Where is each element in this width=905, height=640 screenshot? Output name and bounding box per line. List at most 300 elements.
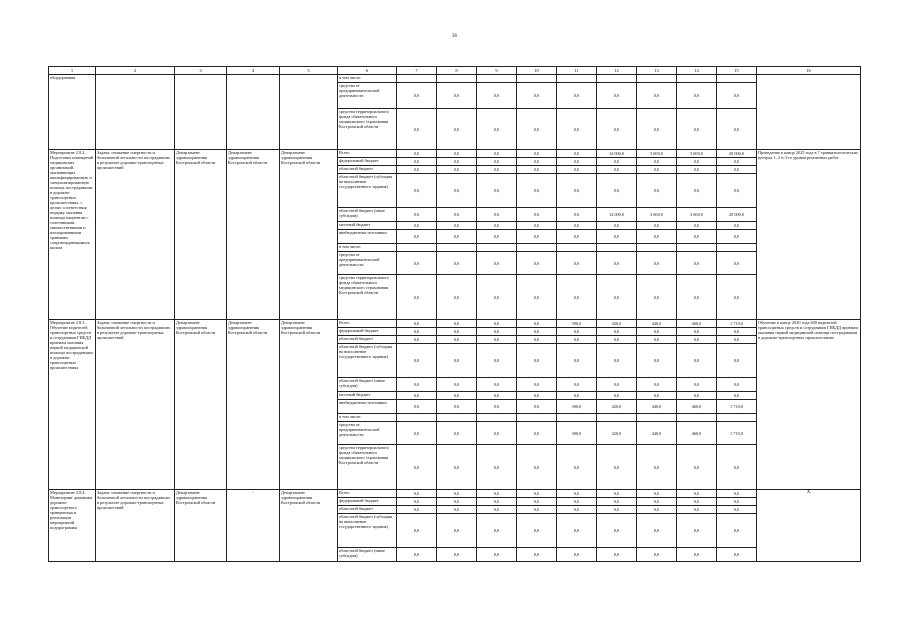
amount-cell: 0,0	[397, 166, 437, 174]
amount-cell: 0,0	[437, 174, 477, 208]
amount-cell: 0,0	[437, 490, 477, 498]
amount-cell: 0,0	[517, 109, 557, 150]
amount-cell: 0,0	[677, 166, 717, 174]
amount-cell: 0,0	[477, 445, 517, 490]
responsible-cell: Департамент здравоохранения Костромской области	[175, 150, 227, 320]
customer-cell	[280, 75, 338, 150]
amount-cell: 0,0	[397, 320, 437, 328]
amount-cell: 0,0	[717, 392, 757, 400]
funding-source-label: федеральный бюджет	[338, 328, 397, 336]
amount-cell: 0,0	[557, 328, 597, 336]
amount-cell: 0,0	[557, 208, 597, 222]
amount-cell	[517, 414, 557, 422]
task-cell: Задача: снижение смертности и больничной летальности пострадавших в результате дорожно-транспортных происшествий	[96, 150, 175, 320]
amount-cell: 0,0	[477, 275, 517, 320]
amount-cell: 0,0	[477, 158, 517, 166]
funding-source-label: областной бюджет (субсидия на выполнение государственного задания)	[338, 344, 397, 378]
responsible-cell	[175, 75, 227, 150]
task-cell	[96, 75, 175, 150]
amount-cell: 0,0	[717, 336, 757, 344]
amount-cell: 0,0	[677, 506, 717, 514]
amount-cell: 3 000,0	[677, 150, 717, 158]
amount-cell: 0,0	[437, 422, 477, 445]
amount-cell	[677, 244, 717, 252]
amount-cell: 0,0	[437, 83, 477, 109]
amount-cell: 0,0	[717, 344, 757, 378]
column-header: 5	[280, 67, 338, 75]
amount-cell: 0,0	[717, 174, 757, 208]
amount-cell: 0,0	[557, 498, 597, 506]
amount-cell: 0,0	[597, 548, 637, 562]
amount-cell: 0,0	[517, 490, 557, 498]
amount-cell: 0,0	[477, 514, 517, 548]
amount-cell: 0,0	[637, 506, 677, 514]
amount-cell: 0,0	[677, 252, 717, 275]
amount-cell: 0,0	[597, 252, 637, 275]
amount-cell: 0,0	[517, 328, 557, 336]
expected-result-cell	[757, 75, 861, 150]
funding-source-label: средства территориального фонда обязательного медицинского страхования Костромской области	[338, 275, 397, 320]
amount-cell: 0,0	[717, 166, 757, 174]
coexecutor-cell: Департамент здравоохранения Костромской области	[227, 150, 280, 320]
amount-cell: 0,0	[557, 230, 597, 244]
amount-cell	[437, 75, 477, 83]
amount-cell: 0,0	[517, 208, 557, 222]
coexecutor-cell	[227, 75, 280, 150]
amount-cell: 0,0	[397, 344, 437, 378]
amount-cell	[677, 75, 717, 83]
amount-cell: 0,0	[717, 252, 757, 275]
amount-cell: 0,0	[397, 208, 437, 222]
amount-cell	[597, 414, 637, 422]
expected-result-cell: Обучение к концу 2020 года 600 водителей транспортных средств и сотрудников ГИБДД приемам оказания первой медицинской помощи пострадавшим в дорожно-транспортных происшествиях	[757, 320, 861, 490]
amount-cell: 0,0	[597, 506, 637, 514]
amount-cell: 14 000,0	[597, 150, 637, 158]
amount-cell: 14 000,0	[597, 208, 637, 222]
amount-cell: 0,0	[517, 378, 557, 392]
amount-cell: 1 710,0	[717, 320, 757, 328]
amount-cell	[557, 414, 597, 422]
amount-cell: 0,0	[517, 498, 557, 506]
activity-name: оборудования	[49, 75, 96, 150]
amount-cell: 0,0	[677, 548, 717, 562]
amount-cell: 0,0	[397, 378, 437, 392]
amount-cell	[597, 75, 637, 83]
amount-cell: 0,0	[717, 378, 757, 392]
amount-cell: 0,0	[517, 506, 557, 514]
amount-cell: 0,0	[397, 109, 437, 150]
amount-cell: 0,0	[437, 320, 477, 328]
column-header: 1	[49, 67, 96, 75]
amount-cell: 0,0	[477, 506, 517, 514]
amount-cell: 0,0	[597, 344, 637, 378]
expected-result-cell: Проведение к концу 2025 года в 7 травматологических центрах 1, 2 и 3-го уровня ремонтных работ	[757, 150, 861, 320]
funding-source-label: областной бюджет (иные субсидии)	[338, 548, 397, 562]
amount-cell: 0,0	[477, 320, 517, 328]
amount-cell: 0,0	[677, 336, 717, 344]
activity-name: Мероприятие 2.8.2. Подготовка помещений медицинских организаций, оказывающих квалифицированную и специализированную помощь пострадавшим в дорожно-транспортных происшествиях, с целью соответствия порядку оказания помощи пациентам с сочетанными, множественными и изолированными травмами, сопровождающимися шоком	[49, 150, 96, 320]
amount-cell: 0,0	[637, 498, 677, 506]
amount-cell: 0,0	[477, 166, 517, 174]
amount-cell: 0,0	[557, 490, 597, 498]
amount-cell: 420,0	[597, 400, 637, 414]
column-header: 4	[227, 67, 280, 75]
customer-cell: Департамент здравоохранения Костромской области	[280, 320, 338, 490]
amount-cell: 0,0	[517, 548, 557, 562]
header-row	[49, 67, 861, 75]
amount-cell: 0,0	[397, 400, 437, 414]
amount-cell: 0,0	[477, 150, 517, 158]
amount-cell: 0,0	[557, 174, 597, 208]
amount-cell: 0,0	[677, 445, 717, 490]
amount-cell: 0,0	[677, 328, 717, 336]
funding-source-label: федеральный бюджет	[338, 158, 397, 166]
amount-cell: 0,0	[477, 392, 517, 400]
amount-cell: 0,0	[557, 275, 597, 320]
funding-source-label: средства от предпринимательской деятельности	[338, 83, 397, 109]
amount-cell: 0,0	[677, 230, 717, 244]
amount-cell: 0,0	[437, 275, 477, 320]
amount-cell: 0,0	[717, 548, 757, 562]
column-header: 10	[517, 67, 557, 75]
amount-cell: 0,0	[637, 378, 677, 392]
amount-cell: 0,0	[557, 83, 597, 109]
amount-cell: 0,0	[677, 344, 717, 378]
amount-cell: 390,0	[557, 422, 597, 445]
funding-source-label: в том числе:	[338, 244, 397, 252]
amount-cell: 0,0	[677, 498, 717, 506]
amount-cell: 0,0	[477, 208, 517, 222]
amount-cell: 0,0	[397, 498, 437, 506]
amount-cell: 0,0	[397, 83, 437, 109]
amount-cell: 0,0	[437, 548, 477, 562]
amount-cell: 0,0	[597, 222, 637, 230]
funding-source-label: внебюджетные источники	[338, 400, 397, 414]
amount-cell: 0,0	[397, 174, 437, 208]
amount-cell: 0,0	[557, 109, 597, 150]
amount-cell: 0,0	[637, 392, 677, 400]
amount-cell: 0,0	[557, 378, 597, 392]
amount-cell: 390,0	[557, 400, 597, 414]
column-header: 3	[175, 67, 227, 75]
column-header: 8	[437, 67, 477, 75]
amount-cell: 0,0	[557, 548, 597, 562]
amount-cell: 0,0	[397, 328, 437, 336]
coexecutor-cell: Департамент здравоохранения Костромской области	[227, 320, 280, 490]
funding-source-label: Всего	[338, 490, 397, 498]
amount-cell: 0,0	[597, 514, 637, 548]
amount-cell	[397, 244, 437, 252]
amount-cell: 0,0	[637, 158, 677, 166]
column-header: 14	[677, 67, 717, 75]
amount-cell	[717, 414, 757, 422]
amount-cell	[677, 414, 717, 422]
coexecutor-cell: -	[227, 490, 280, 562]
amount-cell: 460,0	[677, 320, 717, 328]
responsible-cell: Департамент здравоохранения Костромской области	[175, 490, 227, 562]
amount-cell: 0,0	[677, 514, 717, 548]
amount-cell: 0,0	[677, 83, 717, 109]
column-header: 6	[338, 67, 397, 75]
amount-cell	[517, 244, 557, 252]
amount-cell: 0,0	[637, 222, 677, 230]
amount-cell: 0,0	[477, 422, 517, 445]
amount-cell: 0,0	[517, 445, 557, 490]
amount-cell: 0,0	[437, 392, 477, 400]
amount-cell: 0,0	[637, 344, 677, 378]
amount-cell: 0,0	[677, 490, 717, 498]
column-header: 15	[717, 67, 757, 75]
funding-source-label: федеральный бюджет	[338, 498, 397, 506]
amount-cell: 0,0	[717, 514, 757, 548]
amount-cell: 0,0	[677, 158, 717, 166]
amount-cell	[557, 244, 597, 252]
amount-cell: 0,0	[637, 490, 677, 498]
amount-cell: 0,0	[397, 158, 437, 166]
amount-cell	[637, 244, 677, 252]
amount-cell: 0,0	[677, 392, 717, 400]
amount-cell: 0,0	[637, 174, 677, 208]
funding-source-label: областной бюджет (субсидия на выполнение государственного задания)	[338, 174, 397, 208]
amount-cell: 0,0	[717, 158, 757, 166]
funding-source-label: областной бюджет	[338, 506, 397, 514]
amount-cell: 3 000,0	[677, 208, 717, 222]
amount-cell	[717, 75, 757, 83]
amount-cell: 0,0	[397, 275, 437, 320]
amount-cell: 0,0	[557, 166, 597, 174]
funding-source-label: Всего	[338, 150, 397, 158]
amount-cell: 0,0	[397, 252, 437, 275]
amount-cell: 0,0	[597, 445, 637, 490]
amount-cell: 0,0	[397, 392, 437, 400]
column-header: 13	[637, 67, 677, 75]
amount-cell: 0,0	[637, 275, 677, 320]
amount-cell: 0,0	[637, 336, 677, 344]
funding-source-label: областной бюджет	[338, 166, 397, 174]
amount-cell: 0,0	[597, 83, 637, 109]
amount-cell: 0,0	[477, 336, 517, 344]
amount-cell: 0,0	[677, 109, 717, 150]
amount-cell: 0,0	[597, 392, 637, 400]
amount-cell: 0,0	[597, 498, 637, 506]
amount-cell: 0,0	[677, 174, 717, 208]
amount-cell: 0,0	[517, 344, 557, 378]
amount-cell: 0,0	[517, 174, 557, 208]
amount-cell	[557, 75, 597, 83]
amount-cell: 440,0	[637, 422, 677, 445]
amount-cell: 0,0	[477, 490, 517, 498]
amount-cell: 0,0	[597, 158, 637, 166]
column-header: 2	[96, 67, 175, 75]
amount-cell: 0,0	[517, 158, 557, 166]
amount-cell: 0,0	[517, 222, 557, 230]
amount-cell: 0,0	[437, 328, 477, 336]
customer-cell: Департамент здравоохранения Костромской области	[280, 490, 338, 562]
table-row	[49, 320, 861, 328]
activity-name: Мероприятие 2.8.4. Мониторинг динамики дорожно-транспортного травматизма и реализации мероприятий подпрограммы	[49, 490, 96, 562]
amount-cell: 0,0	[637, 166, 677, 174]
amount-cell: 0,0	[717, 328, 757, 336]
amount-cell: 0,0	[517, 400, 557, 414]
task-cell: Задача: снижение смертности и больничной летальности пострадавших в результате дорожно-транспортных происшествий	[96, 490, 175, 562]
funding-source-label: областной бюджет (субсидия на выполнение государственного задания)	[338, 514, 397, 548]
amount-cell: 0,0	[517, 150, 557, 158]
amount-cell: 0,0	[637, 548, 677, 562]
column-header: 7	[397, 67, 437, 75]
amount-cell	[397, 414, 437, 422]
amount-cell: 0,0	[437, 498, 477, 506]
amount-cell: 440,0	[637, 400, 677, 414]
amount-cell: 0,0	[557, 392, 597, 400]
amount-cell: 0,0	[717, 230, 757, 244]
amount-cell: 0,0	[597, 275, 637, 320]
amount-cell: 0,0	[597, 490, 637, 498]
amount-cell: 0,0	[517, 514, 557, 548]
amount-cell: 0,0	[637, 514, 677, 548]
responsible-cell: Департамент здравоохранения Костромской области	[175, 320, 227, 490]
amount-cell: 0,0	[637, 445, 677, 490]
amount-cell: 20 000,0	[717, 208, 757, 222]
amount-cell: 20 000,0	[717, 150, 757, 158]
amount-cell: 0,0	[677, 222, 717, 230]
amount-cell	[477, 244, 517, 252]
amount-cell: 0,0	[517, 83, 557, 109]
amount-cell: 0,0	[437, 230, 477, 244]
amount-cell: 0,0	[477, 252, 517, 275]
table-row	[49, 75, 861, 83]
amount-cell: 0,0	[397, 336, 437, 344]
amount-cell: 0,0	[517, 422, 557, 445]
funding-source-label: средства территориального фонда обязательного медицинского страхования Костромской области	[338, 109, 397, 150]
amount-cell: 0,0	[437, 166, 477, 174]
amount-cell: 0,0	[597, 109, 637, 150]
amount-cell: 0,0	[637, 83, 677, 109]
funding-source-label: средства территориального фонда обязательного медицинского страхования Костромской области	[338, 445, 397, 490]
amount-cell: 0,0	[717, 83, 757, 109]
amount-cell: 0,0	[517, 230, 557, 244]
amount-cell	[477, 75, 517, 83]
amount-cell: 0,0	[477, 109, 517, 150]
amount-cell: 0,0	[517, 275, 557, 320]
column-header: 16	[757, 67, 861, 75]
amount-cell	[517, 75, 557, 83]
amount-cell: 3 000,0	[637, 150, 677, 158]
amount-cell: 0,0	[557, 150, 597, 158]
amount-cell: 0,0	[397, 445, 437, 490]
amount-cell: 3 000,0	[637, 208, 677, 222]
amount-cell: 0,0	[437, 222, 477, 230]
amount-cell: 390,0	[557, 320, 597, 328]
table-row	[49, 150, 861, 158]
amount-cell: 0,0	[517, 166, 557, 174]
amount-cell: 0,0	[517, 336, 557, 344]
amount-cell: 0,0	[717, 498, 757, 506]
amount-cell: 0,0	[437, 109, 477, 150]
amount-cell	[437, 244, 477, 252]
amount-cell: 0,0	[597, 166, 637, 174]
amount-cell: 0,0	[477, 378, 517, 392]
amount-cell: 0,0	[477, 328, 517, 336]
activity-name: Мероприятие 2.8.3. Обучение водителей транспортных средств и сотрудников ГИБДД приемам оказания первой медицинской помощи пострадавшим в дорожно-транспортных происшествиях	[49, 320, 96, 490]
amount-cell: 1 710,0	[717, 400, 757, 414]
amount-cell: 0,0	[397, 506, 437, 514]
amount-cell: 420,0	[597, 422, 637, 445]
amount-cell: 460,0	[677, 400, 717, 414]
budget-table	[48, 66, 861, 562]
amount-cell: 0,0	[557, 336, 597, 344]
amount-cell: 420,0	[597, 320, 637, 328]
amount-cell	[477, 414, 517, 422]
amount-cell: 0,0	[437, 336, 477, 344]
amount-cell: 0,0	[637, 252, 677, 275]
amount-cell	[637, 75, 677, 83]
customer-cell: Департамент здравоохранения Костромской области	[280, 150, 338, 320]
amount-cell: 0,0	[397, 548, 437, 562]
amount-cell: 0,0	[557, 252, 597, 275]
amount-cell: 0,0	[717, 275, 757, 320]
table-body	[49, 67, 861, 562]
amount-cell: 0,0	[717, 222, 757, 230]
task-cell: Задача: снижение смертности и больничной летальности пострадавших в результате дорожно-транспортных происшествий	[96, 320, 175, 490]
amount-cell: 0,0	[557, 222, 597, 230]
amount-cell: 0,0	[397, 514, 437, 548]
funding-source-label: в том числе:	[338, 75, 397, 83]
amount-cell: 0,0	[557, 514, 597, 548]
amount-cell: 0,0	[397, 230, 437, 244]
amount-cell: 0,0	[557, 158, 597, 166]
amount-cell	[397, 75, 437, 83]
amount-cell: 0,0	[557, 445, 597, 490]
amount-cell: 0,0	[397, 422, 437, 445]
amount-cell: 0,0	[477, 222, 517, 230]
funding-source-label: внебюджетные источники	[338, 230, 397, 244]
amount-cell: 0,0	[517, 252, 557, 275]
amount-cell: 0,0	[597, 328, 637, 336]
amount-cell: 0,0	[677, 275, 717, 320]
amount-cell: 0,0	[637, 230, 677, 244]
amount-cell: 0,0	[637, 328, 677, 336]
amount-cell	[637, 414, 677, 422]
amount-cell: 0,0	[477, 344, 517, 378]
funding-source-label: областной бюджет (иные субсидии)	[338, 208, 397, 222]
funding-source-label: средства от предпринимательской деятельности	[338, 422, 397, 445]
amount-cell: 0,0	[397, 150, 437, 158]
amount-cell: 0,0	[717, 109, 757, 150]
amount-cell: 0,0	[437, 150, 477, 158]
amount-cell: 0,0	[597, 378, 637, 392]
amount-cell: 0,0	[397, 490, 437, 498]
amount-cell: 0,0	[477, 548, 517, 562]
amount-cell: 0,0	[517, 320, 557, 328]
amount-cell: 0,0	[557, 506, 597, 514]
amount-cell: 0,0	[597, 230, 637, 244]
amount-cell: 0,0	[437, 445, 477, 490]
amount-cell: 0,0	[477, 400, 517, 414]
funding-source-label: областной бюджет	[338, 336, 397, 344]
column-header: 9	[477, 67, 517, 75]
amount-cell: 0,0	[677, 378, 717, 392]
funding-source-label: областной бюджет (иные субсидии)	[338, 378, 397, 392]
amount-cell: 0,0	[437, 506, 477, 514]
amount-cell: 0,0	[717, 445, 757, 490]
amount-cell: 0,0	[717, 506, 757, 514]
amount-cell: 0,0	[437, 344, 477, 378]
funding-source-label: средства от предпринимательской деятельности	[338, 252, 397, 275]
amount-cell	[437, 414, 477, 422]
amount-cell: 0,0	[517, 392, 557, 400]
expected-result-cell: X	[757, 490, 861, 562]
amount-cell: 0,0	[597, 336, 637, 344]
